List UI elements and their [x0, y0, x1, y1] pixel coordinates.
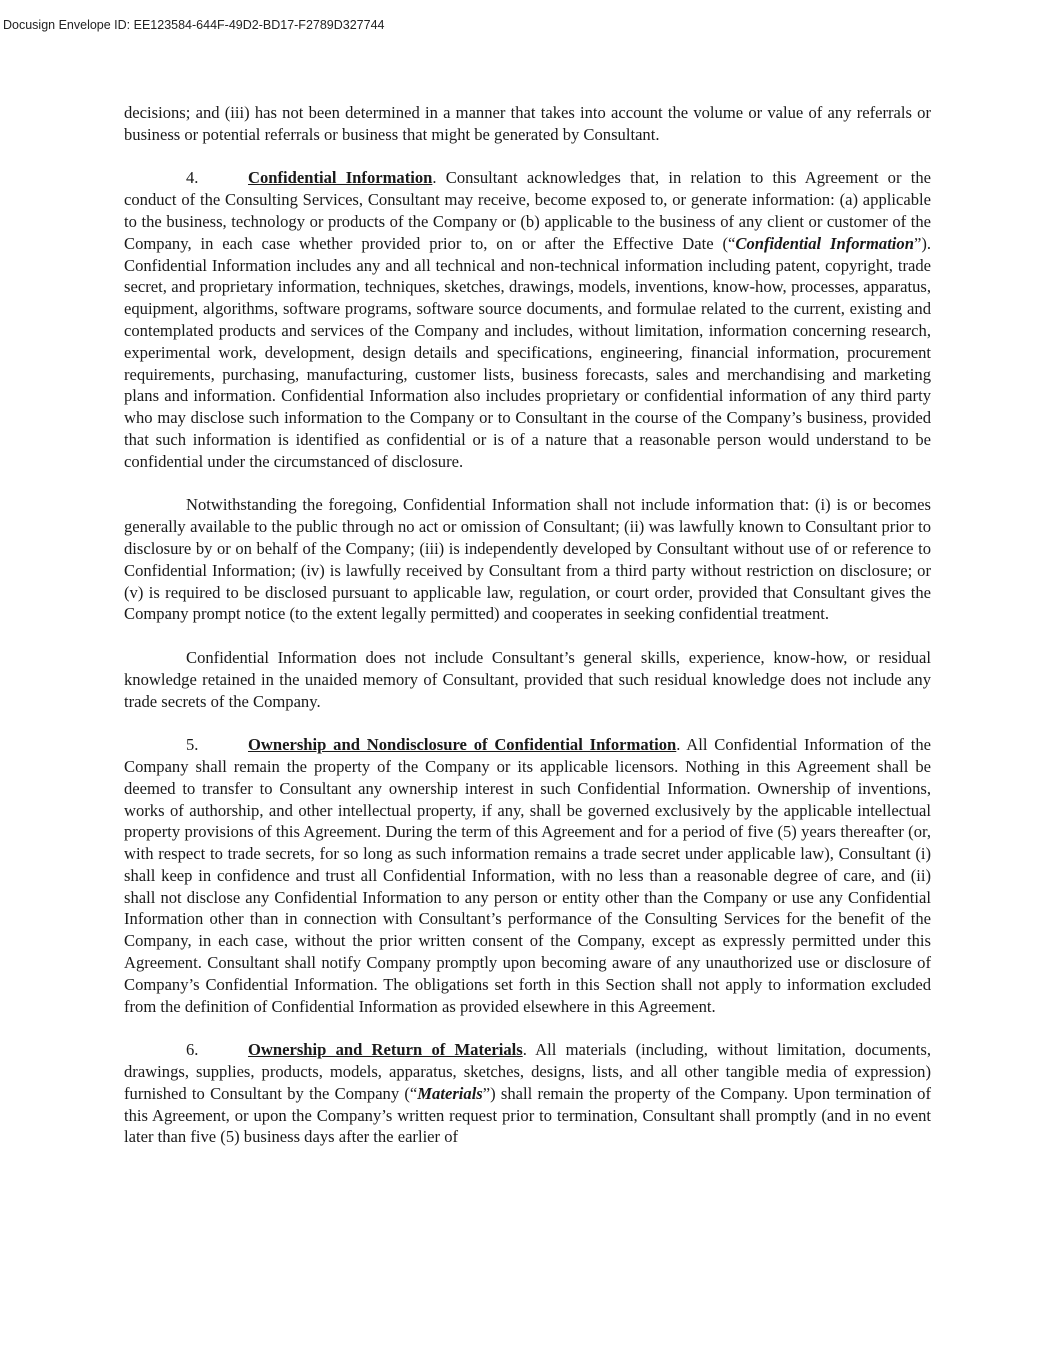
section-4-exclusions-paragraph: Notwithstanding the foregoing, Confidential Information shall not include information that: (i) is or becomes generally available to the public through no act or omission of Consultant; (ii) was lawfully known to Consultant prior to disclosure by or on behalf of the Company; (iii) is independently developed by Consultant without use of or reference to Confidential Information; (iv) is lawfully received by Consultant from a third party without restriction on disclosure; or (v) is required to be disclosed pursuant to applicable law, regulation, or court order, provided that Consultant gives the Company prompt notice (to the extent legally permitted) and cooperates in seeking confidential treatment.	[124, 495, 931, 624]
section-4-heading: Confidential Information	[248, 168, 433, 188]
section-4-text-b: ”). Confidential Information includes any and all technical and non-technical information including patent, copyright, trade secret, and proprietary information, techniques, sketches, drawings, models, inventions, know-how, processes, apparatus, equipment, algorithms, software programs, software source documents, and formulae related to the current, existing and contemplated products and services of the Company and includes, without limitation, information concerning research, experimental work, development, design details and specifications, engineering, financial information, procurement requirements, purchasing, manufacturing, customer lists, business forecasts, sales and merchandising and marketing plans and information. Confidential Information also includes proprietary or confidential information of any third party who may disclose such information to the Company or to Consultant in the course of the Company’s business, provided that such information is identified as confidential or is of a nature that a reasonable person would understand to be confidential under the circumstanced of disclosure.	[124, 233, 931, 471]
section-5-paragraph	[124, 734, 931, 1017]
section-6-defined-term: Materials	[417, 1083, 483, 1103]
section-4-defined-term: Confidential Information	[735, 233, 914, 253]
section-6-number: 6.	[186, 1040, 199, 1060]
section-6-text-b: ”) shall remain the property of the Company. Upon termination of this Agreement, or upon the Company’s written request prior to termination, Consultant shall promptly (and in no event later than five (5) business days after the earlier of	[124, 1083, 931, 1147]
section-4-paragraph	[124, 167, 931, 472]
section-6-heading: Ownership and Return of Materials	[248, 1040, 523, 1060]
section-5-text: . All Confidential Information of the Company shall remain the property of the Company or its applicable licensors. Nothing in this Agreement shall be deemed to transfer to Consultant any ownership interest in such Confidential Information. Ownership of inventions, works of authorship, and other intellectual property, if any, shall be governed exclusively by the applicable intellectual property provisions of this Agreement. During the term of this Agreement and for a period of five (5) years thereafter (or, with respect to trade secrets, for so long as such information remains a trade secret under applicable law), Consultant (i) shall keep in confidence and trust all Confidential Information, with no less than a reasonable degree of care, and (ii) shall not disclose any Confidential Information to any person or entity other than the Company or use any Confidential Information other than in connection with Consultant’s performance of the Consulting Services for the benefit of the Company, in each case, without the prior written consent of the Company, except as expressly permitted under this Agreement. Consultant shall notify Company promptly upon becoming aware of any unauthorized use or disclosure of Company’s Confidential Information. The obligations set forth in this Section shall not apply to information excluded from the definition of Confidential Information as provided elsewhere in this Agreement.	[124, 735, 931, 1016]
document-body	[124, 102, 931, 1170]
continuation-paragraph: decisions; and (iii) has not been determined in a manner that takes into account the volume or value of any referrals or business or potential referrals or business that might be generated by Consultant.	[124, 103, 931, 144]
section-5-number: 5.	[186, 735, 199, 755]
section-6-paragraph	[124, 1039, 931, 1148]
section-6-text-a: . All materials (including, without limitation, documents, drawings, supplies, products, models, apparatus, sketches, designs, lists, and all other tangible media of expression) furnished to Consultant by the Company (“	[124, 1040, 932, 1103]
docusign-envelope-id: Docusign Envelope ID: EE123584-644F-49D2-BD17-F2789D327744	[3, 18, 385, 32]
section-4-text-a: . Consultant acknowledges that, in relation to this Agreement or the conduct of the Consulting Services, Consultant may receive, become exposed to, or generate information: (a) applicable to the business, technology or products of the Company or (b) applicable to the business of any client or customer of the Company, in each case whether provided prior to, on or after the Effective Date (“	[124, 168, 931, 253]
section-4-number: 4.	[186, 168, 199, 188]
section-5-heading: Ownership and Nondisclosure of Confidential Information	[248, 735, 677, 755]
section-4-residual-paragraph: Confidential Information does not include Consultant’s general skills, experience, know-how, or residual knowledge retained in the unaided memory of Consultant, provided that such residual knowledge does not include any trade secrets of the Company.	[124, 647, 931, 711]
